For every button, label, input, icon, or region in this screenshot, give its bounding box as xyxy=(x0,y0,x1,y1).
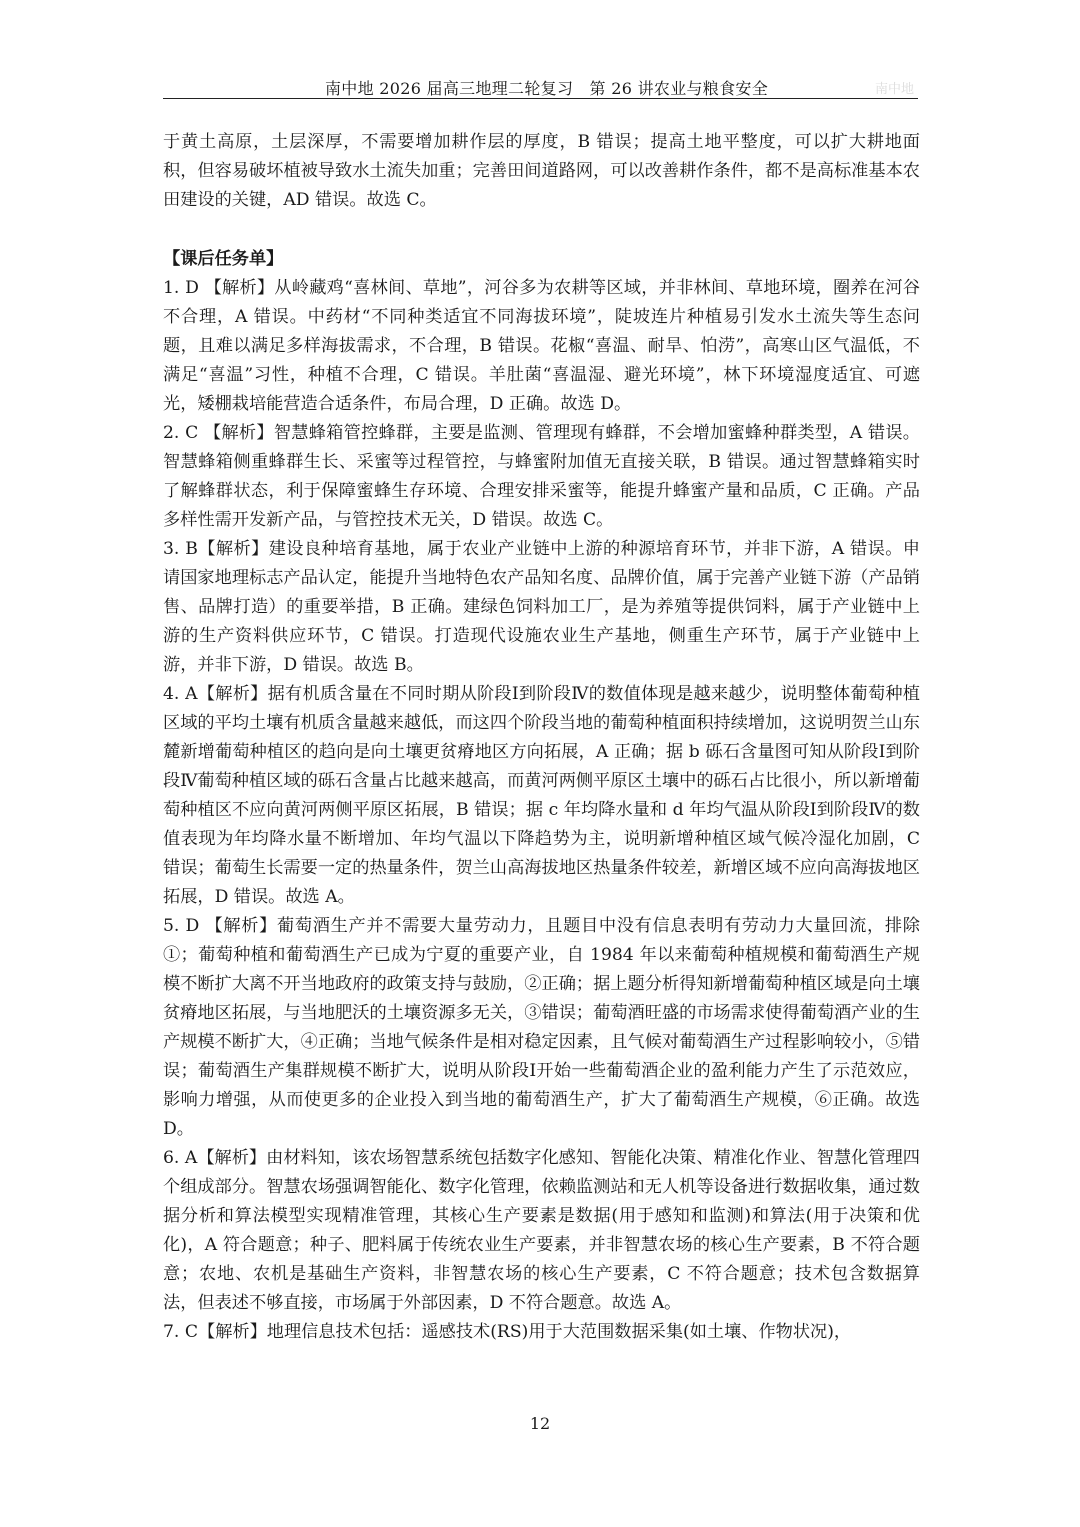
section-title: 【课后任务单】 xyxy=(163,249,284,269)
answer-6: 6. A【解析】由材料知，该农场智慧系统包括数字化感知、智能化决策、精准化作业、智慧化管理四个组成部分。智慧农场强调智能化、数字化管理，依赖监测站和无人机等设备进行数据收集，通过数据分析和算法模型实现精准管理，其核心生产要素是数据(用于感知和监测)和算法(用于决策和优化)，A 符合题意；种子、肥料属于传统农业生产要素，并非智慧农场的核心生产要素，B 不符合题意；农地、农机是基础生产资料，非智慧农场的核心生产要素，C 不符合题意；技术包含数据算法，但表述不够直接，市场属于外部因素，D 不符合题意。故选 A。 xyxy=(163,1148,920,1313)
answer-1: 1. D 【解析】从岭藏鸡“喜林间、草地”，河谷多为农耕等区域，并非林间、草地环境，圈养在河谷不合理，A 错误。中药材“不同种类适宜不同海拔环境”，陡坡连片种植易引发水土流失等生态问题，且难以满足多样海拔需求，不合理，B 错误。花椒“喜温、耐旱、怕涝”，高寒山区气温低，不满足“喜温”习性，种植不合理，C 错误。羊肚菌“喜温湿、避光环境”，林下环境湿度适宜、可遮光，矮棚栽培能营造合适条件，布局合理，D 正确。故选 D。 xyxy=(163,278,920,414)
answer-2: 2. C 【解析】智慧蜂箱管控蜂群，主要是监测、管理现有蜂群，不会增加蜜蜂种群类型，A 错误。智慧蜂箱侧重蜂群生长、采蜜等过程管控，与蜂蜜附加值无直接关联，B 错误。通过智慧蜂箱实时了解蜂群状态，利于保障蜜蜂生存环境、合理安排采蜜等，能提升蜂蜜产量和品质，C 正确。产品多样性需开发新产品，与管控技术无关，D 错误。故选 C。 xyxy=(163,423,920,530)
page-number: 12 xyxy=(529,1414,551,1433)
answer-5: 5. D 【解析】葡萄酒生产并不需要大量劳动力，且题目中没有信息表明有劳动力大量回流，排除①；葡萄种植和葡萄酒生产已成为宁夏的重要产业，自 1984 年以来葡萄种植规模和葡萄酒生产规模不断扩大离不开当地政府的政策支持与鼓励，②正确；据上题分析得知新增葡萄种植区域是向土壤贫瘠地区拓展，与当地肥沃的土壤资源多无关，③错误；葡萄酒旺盛的市场需求使得葡萄酒产业的生产规模不断扩大，④正确；当地气候条件是相对稳定因素，且气候对葡萄酒生产过程影响较小，⑤错误；葡萄酒生产集群规模不断扩大，说明从阶段Ⅰ开始一些葡萄酒企业的盈利能力产生了示范效应，影响力增强，从而使更多的企业投入到当地的葡萄酒生产，扩大了葡萄酒生产规模，⑥正确。故选 D。 xyxy=(163,916,920,1139)
page-content xyxy=(163,128,920,1347)
page-header xyxy=(163,62,918,99)
answer-4: 4. A【解析】据有机质含量在不同时期从阶段Ⅰ到阶段Ⅳ的数值体现是越来越少，说明整体葡萄种植区域的平均土壤有机质含量越来越低，而这四个阶段当地的葡萄种植面积持续增加，这说明贺兰山东麓新增葡萄种植区的趋向是向土壤更贫瘠地区方向拓展，A 正确；据 b 砾石含量图可知从阶段Ⅰ到阶段Ⅳ葡萄种植区域的砾石含量占比越来越高，而黄河两侧平原区土壤中的砾石占比很小，所以新增葡萄种植区不应向黄河两侧平原区拓展，B 错误；据 c 年均降水量和 d 年均气温从阶段Ⅰ到阶段Ⅳ的数值表现为年均降水量不断增加、年均气温以下降趋势为主，说明新增种植区域气候冷湿化加剧，C 错误；葡萄生长需要一定的热量条件，贺兰山高海拔地区热量条件较差，新增区域不应向高海拔地区拓展，D 错误。故选 A。 xyxy=(163,684,920,907)
section-gap xyxy=(163,215,920,245)
intro-paragraph: 于黄土高原，土层深厚，不需要增加耕作层的厚度，B 错误；提高土地平整度，可以扩大耕地面积，但容易破坏植被导致水土流失加重；完善田间道路网，可以改善耕作条件，都不是高标准基本农田建设的关键，AD 错误。故选 C。 xyxy=(163,132,920,210)
header-title: 南中地 2026 届高三地理二轮复习 第 26 讲农业与粮食安全 xyxy=(324,79,768,98)
answer-7: 7. C【解析】地理信息技术包括：遥感技术(RS)用于大范围数据采集(如土壤、作物状况)， xyxy=(163,1322,852,1342)
answer-3: 3. B【解析】建设良种培育基地，属于农业产业链中上游的种源培育环节，并非下游，A 错误。申请国家地理标志产品认定，能提升当地特色农产品知名度、品牌价值，属于完善产业链下游（产品销售、品牌打造）的重要举措，B 正确。建绿色饲料加工厂，是为养殖等提供饲料，属于产业链中上游的生产资料供应环节，C 错误。打造现代设施农业生产基地，侧重生产环节，属于产业链中上游，并非下游，D 错误。故选 B。 xyxy=(163,539,920,675)
header-watermark: 南中地 xyxy=(874,82,914,97)
